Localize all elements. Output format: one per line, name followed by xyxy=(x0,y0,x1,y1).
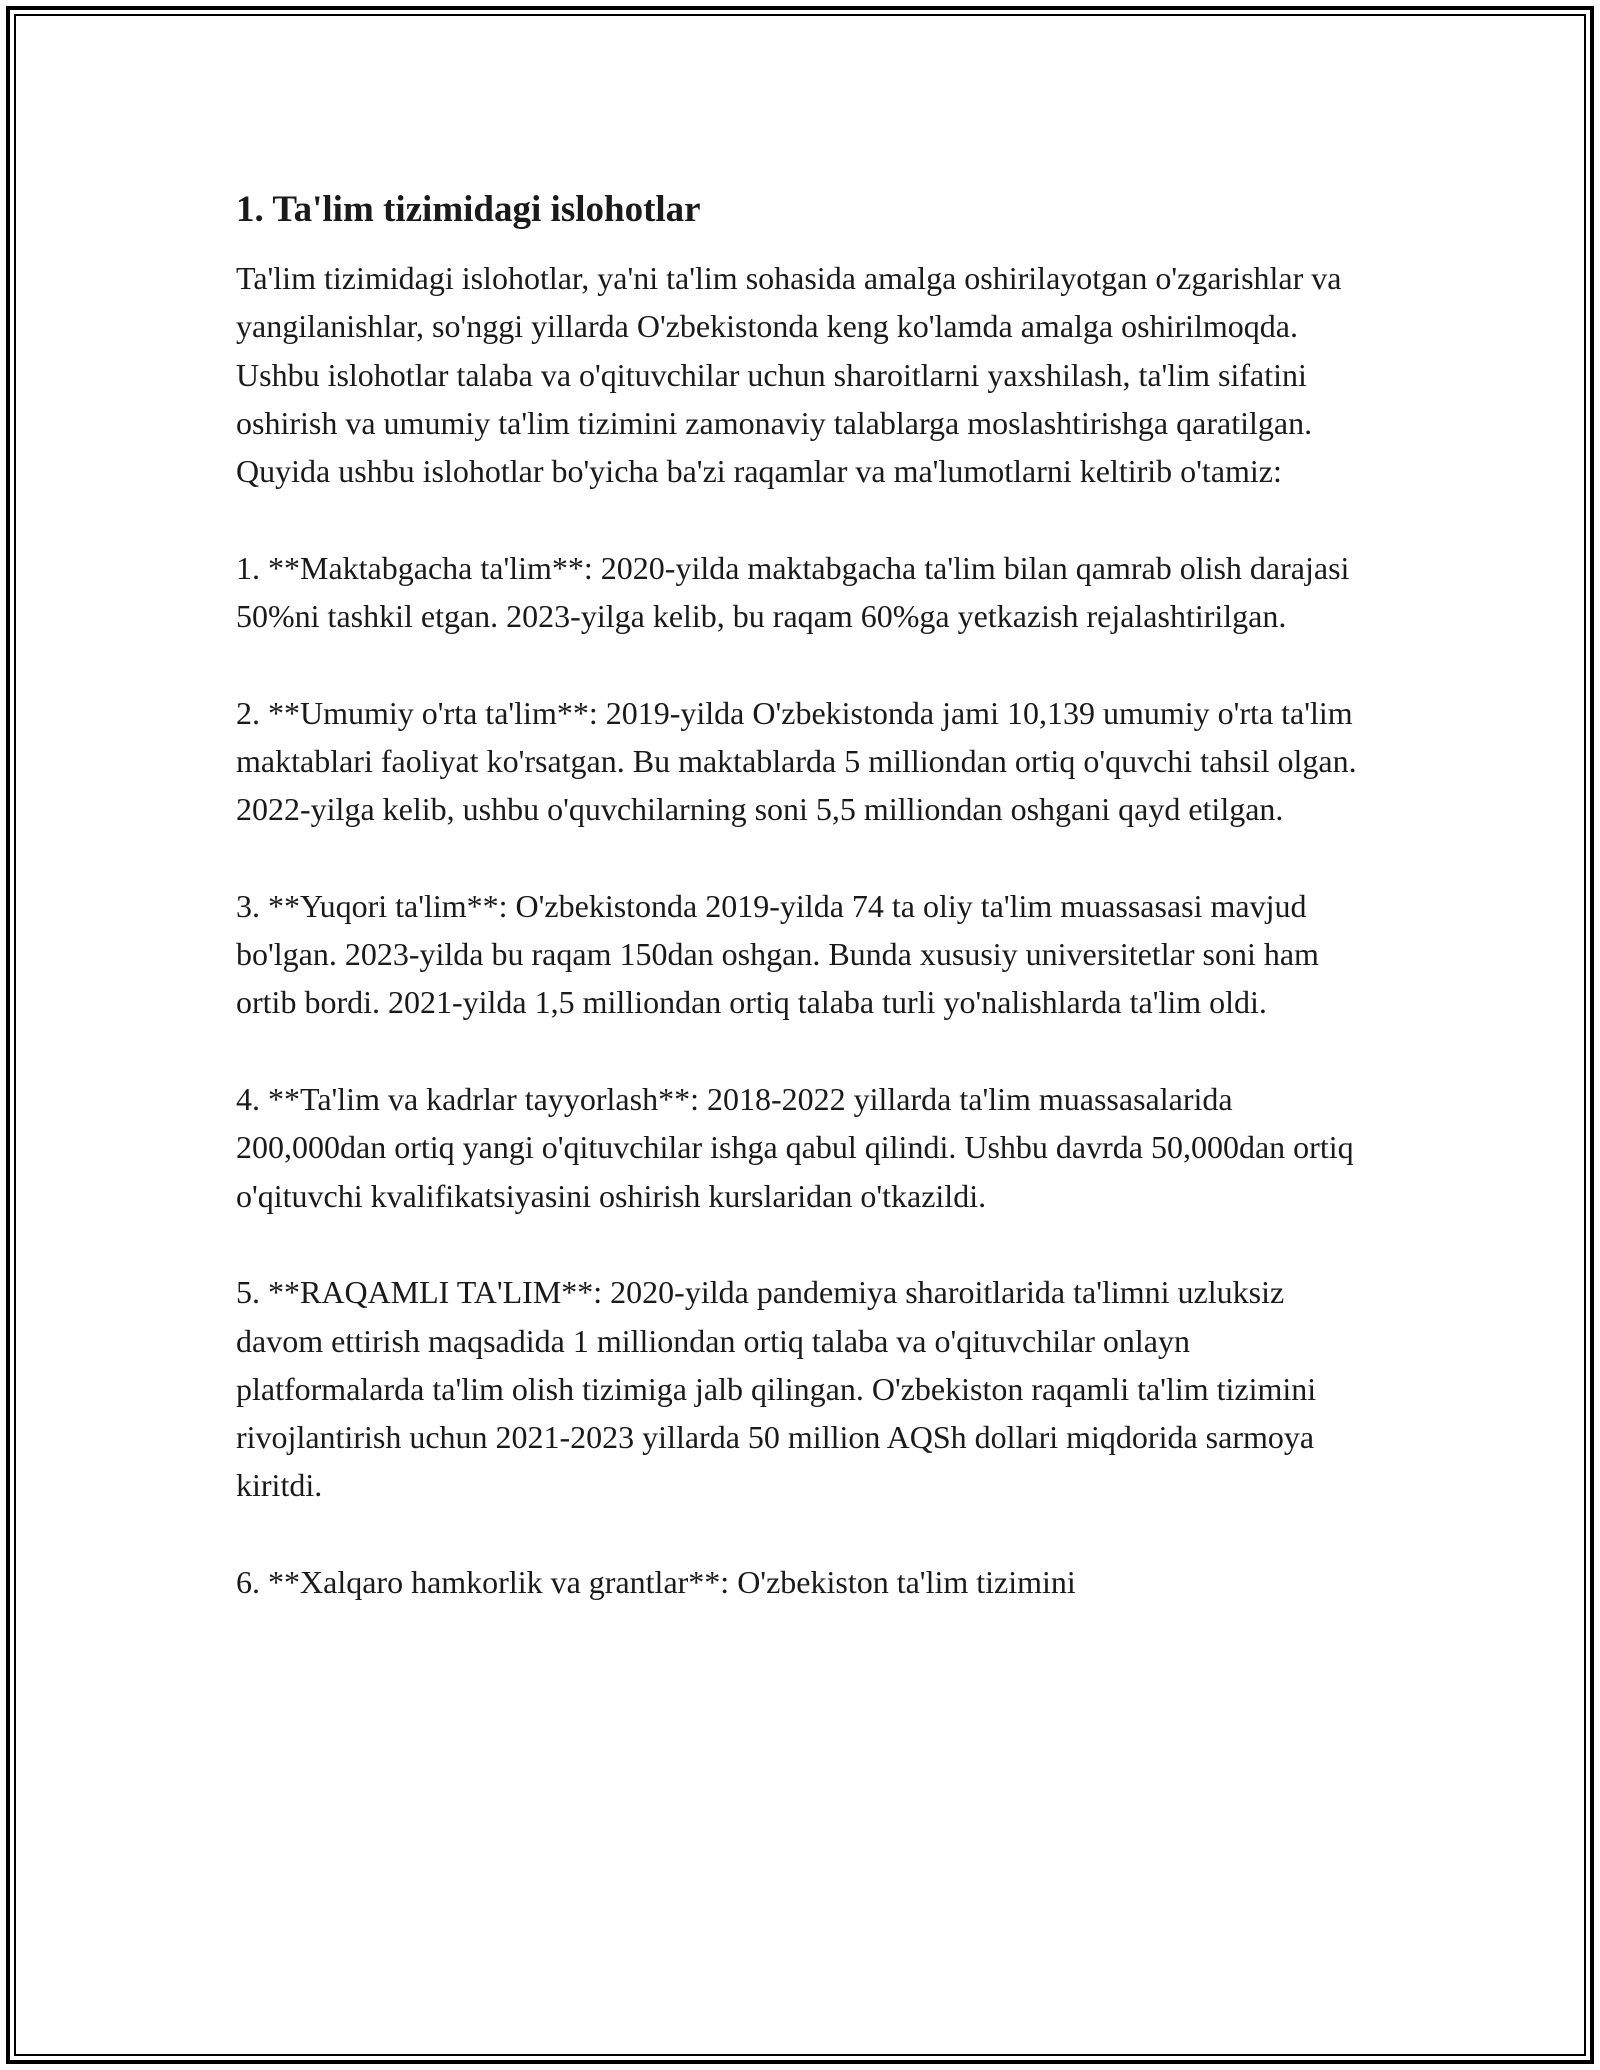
document-body xyxy=(236,186,1376,1655)
list-item: 4. **Ta'lim va kadrlar tayyorlash**: 2018-2022 yillarda ta'lim muassasalarida 200,000dan ortiq yangi o'qituvchilar ishga qabul qilindi. Ushbu davrda 50,000dan ortiq o'qituvchi kvalifikatsiyasini oshirish kurslaridan o'tkazildi. xyxy=(236,1081,1354,1214)
document-title: 1. Ta'lim tizimidagi islohotlar xyxy=(236,189,701,230)
list-item: 1. **Maktabgacha ta'lim**: 2020-yilda maktabgacha ta'lim bilan qamrab olish darajasi 50%ni tashkil etgan. 2023-yilga kelib, bu raqam 60%ga yetkazish rejalashtirilgan. xyxy=(236,549,1350,635)
intro-paragraph: Ta'lim tizimidagi islohotlar, ya'ni ta'lim sohasida amalga oshirilayotgan o'zgarishlar va yangilanishlar, so'nggi yillarda O'zbekistonda keng ko'lamda amalga oshirilmoqda. Ushbu islohotlar talaba va o'qituvchilar uchun sharoitlarni yaxshilash, ta'lim sifatini oshirish va umumiy ta'lim tizimini zamonaviy talablarga moslashtirishga qaratilgan. Quyida ushbu islohotlar bo'yicha ba'zi raqamlar va ma'lumotlarni keltirib o'tamiz: xyxy=(236,260,1342,490)
list-item: 6. **Xalqaro hamkorlik va grantlar**: O'zbekiston ta'lim tizimini xyxy=(236,1564,1076,1601)
list-item: 3. **Yuqori ta'lim**: O'zbekistonda 2019-yilda 74 ta oliy ta'lim muassasasi mavjud bo'lgan. 2023-yilda bu raqam 150dan oshgan. Bunda xususiy universitetlar soni ham ortib bordi. 2021-yilda 1,5 milliondan ortiq talaba turli yo'nalishlarda ta'lim oldi. xyxy=(236,887,1319,1021)
list-item: 2. **Umumiy o'rta ta'lim**: 2019-yilda O'zbekistonda jami 10,139 umumiy o'rta ta'lim maktablari faoliyat ko'rsatgan. Bu maktablarda 5 milliondan ortiq o'quvchi tahsil olgan. 2022-yilga kelib, ushbu o'quvchilarning soni 5,5 milliondan oshgani qayd etilgan. xyxy=(236,694,1357,828)
list-item: 5. **RAQAMLI TA'LIM**: 2020-yilda pandemiya sharoitlarida ta'limni uzluksiz davom ettirish maqsadida 1 milliondan ortiq talaba va o'qituvchilar onlayn platformalarda ta'lim olish tizimiga jalb qilingan. O'zbekiston raqamli ta'lim tizimini rivojlantirish uchun 2021-2023 yillarda 50 million AQSh dollari miqdorida sarmoya kiritdi. xyxy=(236,1274,1317,1504)
